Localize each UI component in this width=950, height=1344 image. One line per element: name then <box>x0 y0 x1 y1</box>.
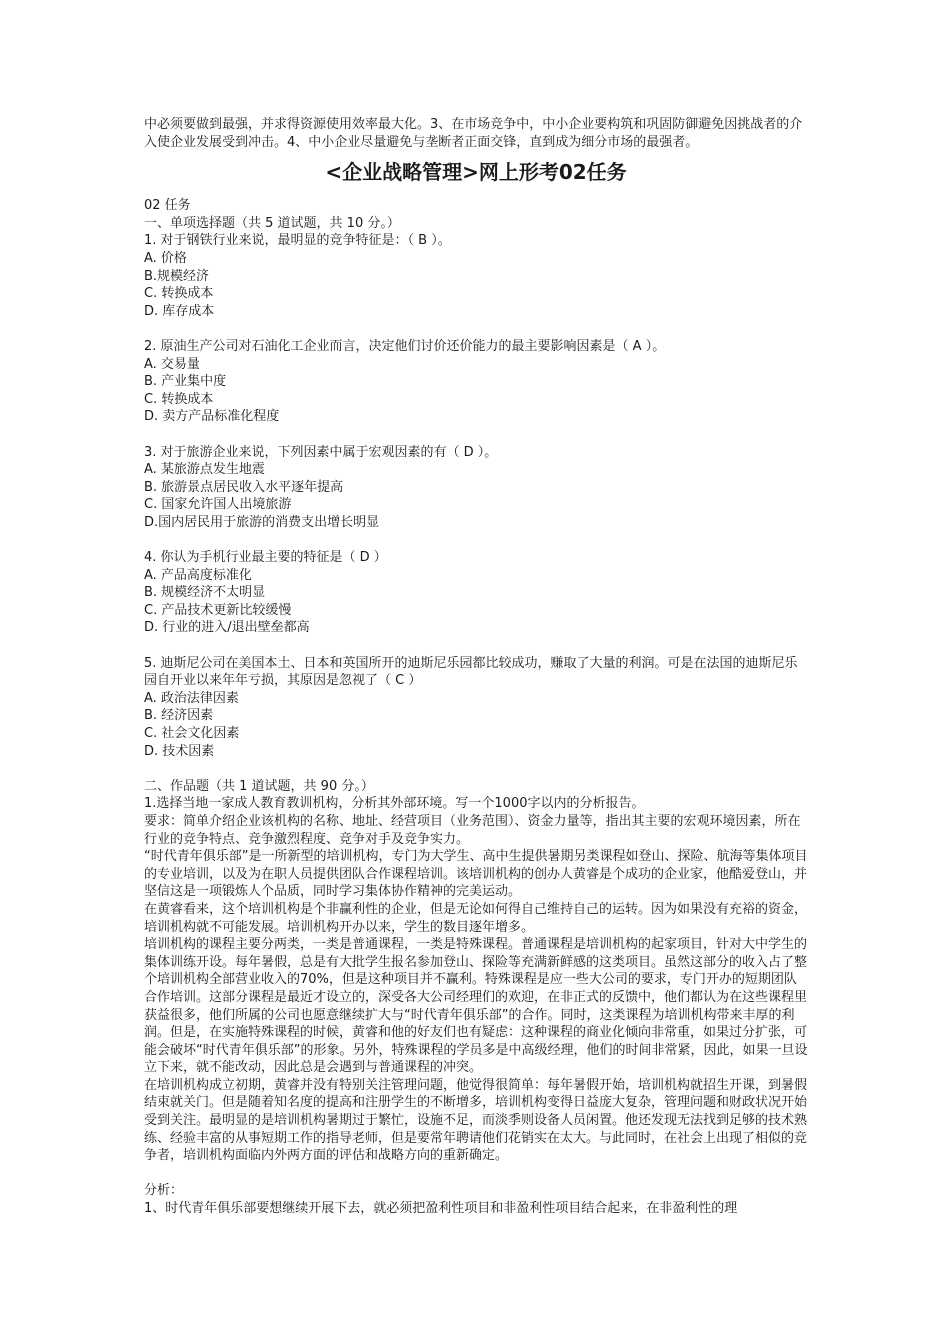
question-stem: 4. 你认为手机行业最主要的特征是（ D ） <box>144 550 387 566</box>
option: D.国内居民用于旅游的消费支出增长明显 <box>144 514 380 530</box>
analysis-line: 1、时代青年俱乐部要想继续开展下去，就必须把盈利性项目和非盈利性项目结合起来，在非盈利性的理 <box>144 1201 738 1217</box>
case-paragraph: 在培训机构成立初期，黄睿并没有特别关注管理问题，他觉得很简单：每年暑假开始，培训机构就招生开课，到暑假结束就关门。但是随着知名度的提高和注册学生的不断增多，培训机构变得日益庞大复杂，管理问题和财政状况开始受到关注。最明显的是培训机构暑期过于繁忙，设施不足，而淡季则设备人员闲置。他还发现无法找到足够的技术熟练、经验丰富的从事短期工作的指导老师，但是要常年聘请他们花销实在太大。与此同时，在社会上出现了相似的竞争者，培训机构面临内外两方面的评估和战略方向的重新确定。 <box>144 1077 808 1164</box>
option: A. 某旅游点发生地震 <box>144 462 265 478</box>
section2-question: 1.选择当地一家成人教育教训机构，分析其外部环境。写一个1000字以内的分析报告。 <box>144 796 645 812</box>
option: B.规模经济 <box>144 268 210 284</box>
option: B. 经济因素 <box>144 708 214 724</box>
question-stem: 5. 迪斯尼公司在美国本土、日本和英国所开的迪斯尼乐园都比较成功，赚取了大量的利润。可是在法国的迪斯尼乐园自开业以来年年亏损，其原因是忽视了（ C ） <box>144 655 798 689</box>
option: D. 技术因素 <box>144 743 215 759</box>
question-5 <box>144 655 808 761</box>
question-list <box>144 232 808 777</box>
section2-heading: 二、作品题（共 1 道试题，共 90 分。） <box>144 778 374 794</box>
option: C. 产品技术更新比较缓慢 <box>144 602 292 618</box>
option: C. 社会文化因素 <box>144 726 240 741</box>
section1-heading: 一、单项选择题（共 5 道试题，共 10 分。） <box>144 215 400 231</box>
case-paragraph: “时代青年俱乐部”是一所新型的培训机构，专门为大学生、高中生提供暑期另类课程如登山、探险、航海等集体项目的专业培训，以及为在职人员提供团队合作课程培训。该培训机构的创办人黄睿是个成功的企业家，他酷爱登山，并坚信这是一项锻炼人个品质，同时学习集体协作精神的完美运动。 <box>144 849 808 900</box>
option: D. 卖方产品标准化程度 <box>144 409 280 425</box>
option: B. 规模经济不太明显 <box>144 585 266 601</box>
intro-paragraph: 中必须要做到最强，并求得资源使用效率最大化。3、在市场竞争中，中小企业要构筑和巩固防御避免因挑战者的介入使企业发展受到冲击。4、中小企业尽量避免与垄断者正面交锋，直到成为细分市场的最强者。 <box>144 117 803 150</box>
option: A. 交易量 <box>144 356 200 372</box>
question-2 <box>144 338 808 426</box>
option: D. 库存成本 <box>144 303 215 319</box>
question-4 <box>144 549 808 637</box>
option: A. 政治法律因素 <box>144 690 239 706</box>
option: A. 产品高度标准化 <box>144 567 252 583</box>
question-1 <box>144 232 808 320</box>
case-paragraph: 培训机构的课程主要分两类，一类是普通课程，一类是特殊课程。普通课程是培训机构的起家项目，针对大中学生的集体训练开设。每年暑假，总是有大批学生报名参加登山、探险等充满新鲜感的这类项目。虽然这部分的收入占了整个培训机构全部营业收入的70%，但是这种项目并不赢利。特殊课程是应一些大公司的要求，专门开办的短期团队合作培训。这部分课程是最近才设立的，深受各大公司经理们的欢迎，在非正式的反馈中，他们都认为在这些课程里获益很多，他们所属的公司也愿意继续扩大与“时代青年俱乐部”的合作。同时，这类课程为培训机构带来丰厚的利润。但是，在实施特殊课程的时候，黄睿和他的好友们也有疑虑：这种课程的商业化倾向非常重，如果过分扩张，可能会破坏“时代青年俱乐部”的形象。另外，特殊课程的学员多是中高级经理，他们的时间非常紧，因此，如果一旦设立下来，就不能改动，因此总是会遇到与普通课程的冲突。 <box>144 937 808 1076</box>
option: A. 价格 <box>144 250 187 266</box>
document-body <box>144 116 808 1218</box>
question-stem: 2. 原油生产公司对石油化工企业而言，决定他们讨价还价能力的最主要影响因素是（ A ）。 <box>144 338 666 354</box>
option: C. 转换成本 <box>144 391 214 407</box>
task-label: 02 任务 <box>144 198 191 214</box>
option: C. 国家允许国人出境旅游 <box>144 497 292 513</box>
option: D. 行业的进入/退出壁垒都高 <box>144 620 310 636</box>
case-paragraph: 在黄睿看来，这个培训机构是个非赢利性的企业，但是无论如何得自己维持自己的运转。因为如果没有充裕的资金，培训机构就不可能发展。培训机构开办以来，学生的数目逐年增多。 <box>144 901 808 935</box>
analysis-label: 分析： <box>144 1183 184 1199</box>
question-3 <box>144 444 808 532</box>
requirement-paragraph: 要求：简单介绍企业该机构的名称、地址、经营项目（业务范围）、资金力量等，指出其主要的宏观环境因素，所在行业的竞争特点、竞争激烈程度、竞争对手及竞争实力。 <box>144 813 801 847</box>
question-stem: 1. 对于钢铁行业来说，最明显的竞争特征是：（ B ）。 <box>144 233 451 249</box>
option: B. 旅游景点居民收入水平逐年提高 <box>144 479 344 495</box>
question-stem: 3. 对于旅游企业来说，下列因素中属于宏观因素的有（ D ）。 <box>144 444 498 460</box>
document-title: <企业战略管理>网上形考02任务 <box>325 160 627 185</box>
option: B. 产业集中度 <box>144 374 227 390</box>
option: C. 转换成本 <box>144 286 214 302</box>
